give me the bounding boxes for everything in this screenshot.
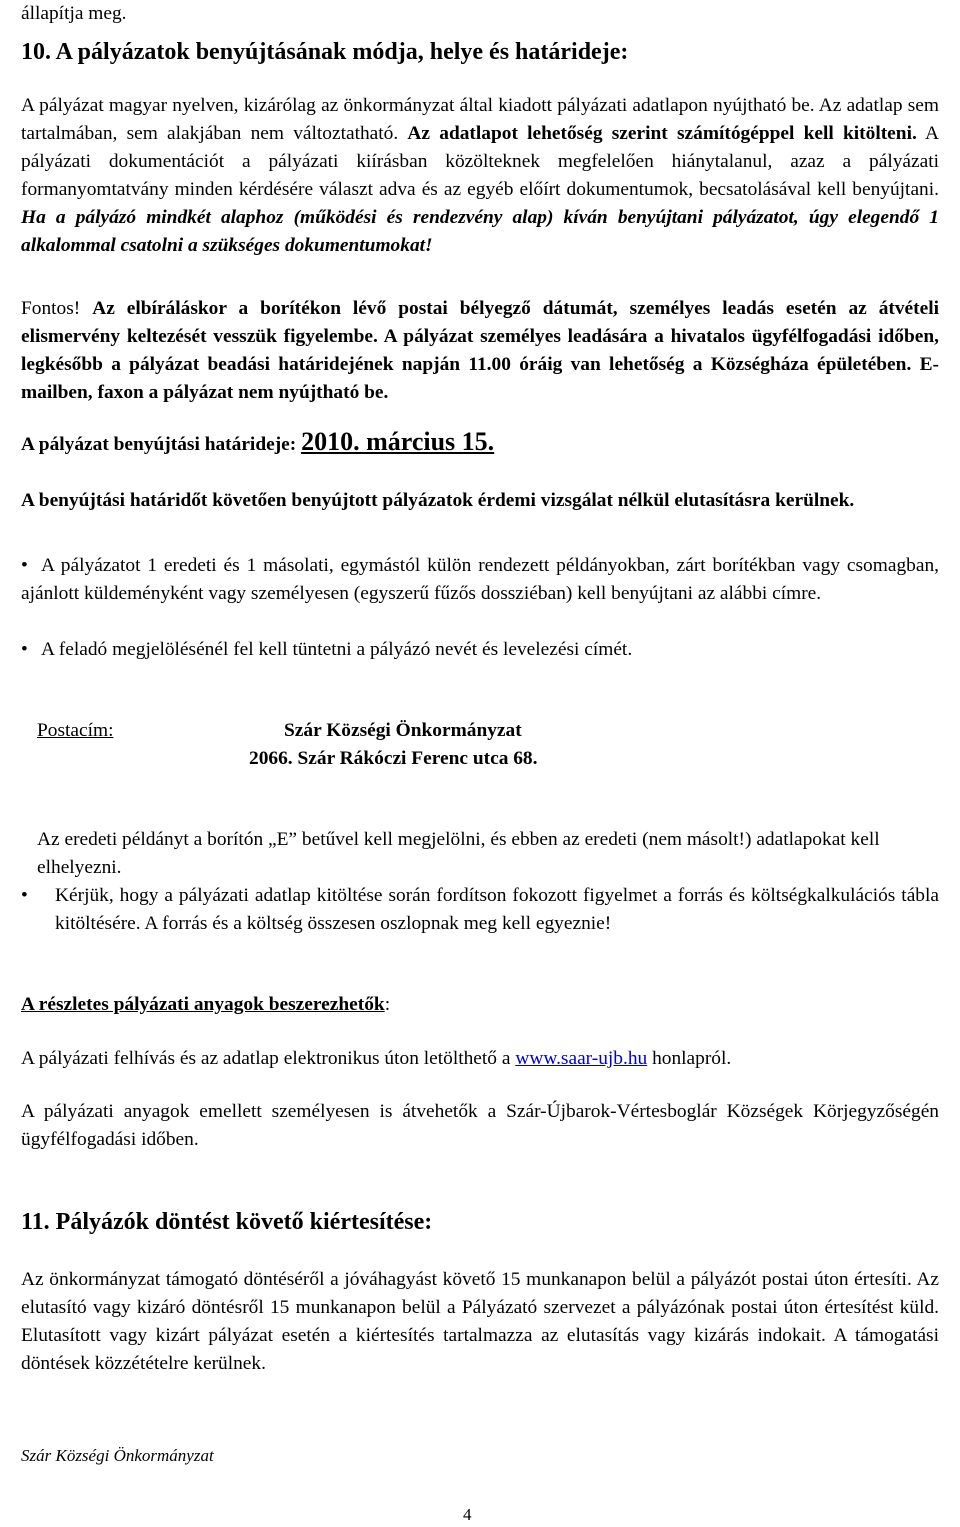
bullet-item-2: [21, 636, 939, 664]
bullet-3-symbol: •: [21, 885, 28, 906]
bullet-1-symbol: •: [21, 555, 28, 576]
deadline-line: [21, 428, 939, 459]
late-notice: A benyújtási határidőt követően benyújtott pályázatok érdemi vizsgálat nélkül elutasításra kerülnek.: [21, 490, 855, 511]
important-text: Az elbíráláskor a borítékon lévő postai bélyegző dátumát, személyes leadás esetén az átvételi elismervény keltezését vesszük figyelembe. A pályázat személyes leadására a hivatalos ügyfélfogadási időben, legkésőbb a pályázat beadási határidejének napján 11.00 óráig van lehetőség a Községháza épületében. E-mailben, faxon a pályázat nem nyújtható be.: [21, 298, 939, 403]
bullet-3-text: Kérjük, hogy a pályázati adatlap kitöltése során fordítson fokozott figyelmet a forrás és költségkalkulációs tábla kitöltésére. A forrás és a költség összesen oszlopnak meg kell egyeznie!: [55, 885, 939, 934]
deadline-label: A pályázat benyújtási határideje:: [21, 434, 297, 455]
download-line: [21, 1045, 939, 1073]
top-fragment: állapítja meg.: [21, 3, 127, 24]
postal-name: Szár Községi Önkormányzat: [284, 720, 522, 741]
section-11-para: Az önkormányzat támogató döntéséről a jóváhagyást követő 15 munkanapon belül a pályázót postai úton értesíti. Az elutasító vagy kizáró döntésről 15 munkanapon belül a Pályázató szervezet a pályázónak postai úton értesítést küld. Elutasított vagy kizárt pályázat esetén a kiértesítés tartalmazza az elutasítás vagy kizárás indokait. A támogatási döntések közzétételre kerülnek.: [21, 1269, 939, 1374]
bullet-1-text: A pályázatot 1 eredeti és 1 másolati, egymástól külön rendezett példányokban, zárt borítékban vagy csomagban, ajánlott küldeményként vagy személyesen (egyszerű fűzős dossziéban) kell benyújtani az alábbi címre.: [21, 555, 939, 604]
footer-org: Szár Községi Önkormányzat: [21, 1446, 214, 1465]
important-label: Fontos!: [21, 298, 81, 319]
materials-heading-line: [21, 991, 939, 1019]
section-10-title: 10. A pályázatok benyújtásának módja, helye és határideje:: [21, 39, 629, 65]
para1-intro: A pályázat magyar nyelven, kizárólag az önkormányzat által kiadott pályázati adatlapon nyújtható be. Az adatlap sem tartalmában, sem alakjában nem változtatható.: [21, 95, 939, 144]
bullet-2-symbol: •: [21, 639, 28, 660]
download-post: honlapról.: [652, 1048, 732, 1069]
website-link[interactable]: www.saar-ujb.hu: [515, 1048, 648, 1069]
download-pre: A pályázati felhívás és az adatlap elektronikus úton letölthető a: [21, 1048, 511, 1069]
postal-address: 2066. Szár Rákóczi Ferenc utca 68.: [249, 748, 538, 769]
deadline-value: 2010. március 15.: [301, 427, 495, 456]
para1-both-funds-note: Ha a pályázó mindkét alaphoz (működési és rendezvény alap) kíván benyújtani pályázatot, úgy elegendő 1 alkalommal csatolni a szükséges dokumentumokat!: [21, 207, 939, 256]
materials-heading: A részletes pályázati anyagok beszerezhetők: [21, 994, 385, 1015]
bullet-2-text: A feladó megjelölésénél fel kell tüntetni a pályázó nevét és levelezési címét.: [41, 639, 633, 660]
original-note: Az eredeti példányt a borítón „E” betűvel kell megjelölni, és ebben az eredeti (nem másolt!) adatlapokat kell elhelyezni.: [37, 829, 880, 878]
materials-colon: :: [384, 994, 391, 1015]
postal-label-text: Postacím:: [37, 720, 114, 741]
section-11-title: 11. Pályázók döntést követő kiértesítése:: [21, 1209, 433, 1235]
bullet-item-3: [21, 882, 939, 966]
page-number: 4: [463, 1505, 472, 1524]
personal-pickup: A pályázati anyagok emellett személyesen is átvehetők a Szár-Újbarok-Vértesboglár Községek Körjegyzőségén ügyfélfogadási időben.: [21, 1101, 939, 1150]
section-10-para1: [21, 92, 939, 260]
bullet-item-1: [21, 552, 939, 636]
section-10-para2: [21, 295, 939, 407]
para1-computer-note: Az adatlapot lehetőség szerint számítógéppel kell kitölteni.: [407, 123, 917, 144]
para1-documentation: A pályázati dokumentációt a pályázati kiírásban közölteknek megfelelően hiánytalanul, azaz a pályázati formanyomtatvány minden kérdésére választ adva és az egyéb előírt dokumentumok, becsatolásával kell benyújtani.: [21, 123, 939, 200]
